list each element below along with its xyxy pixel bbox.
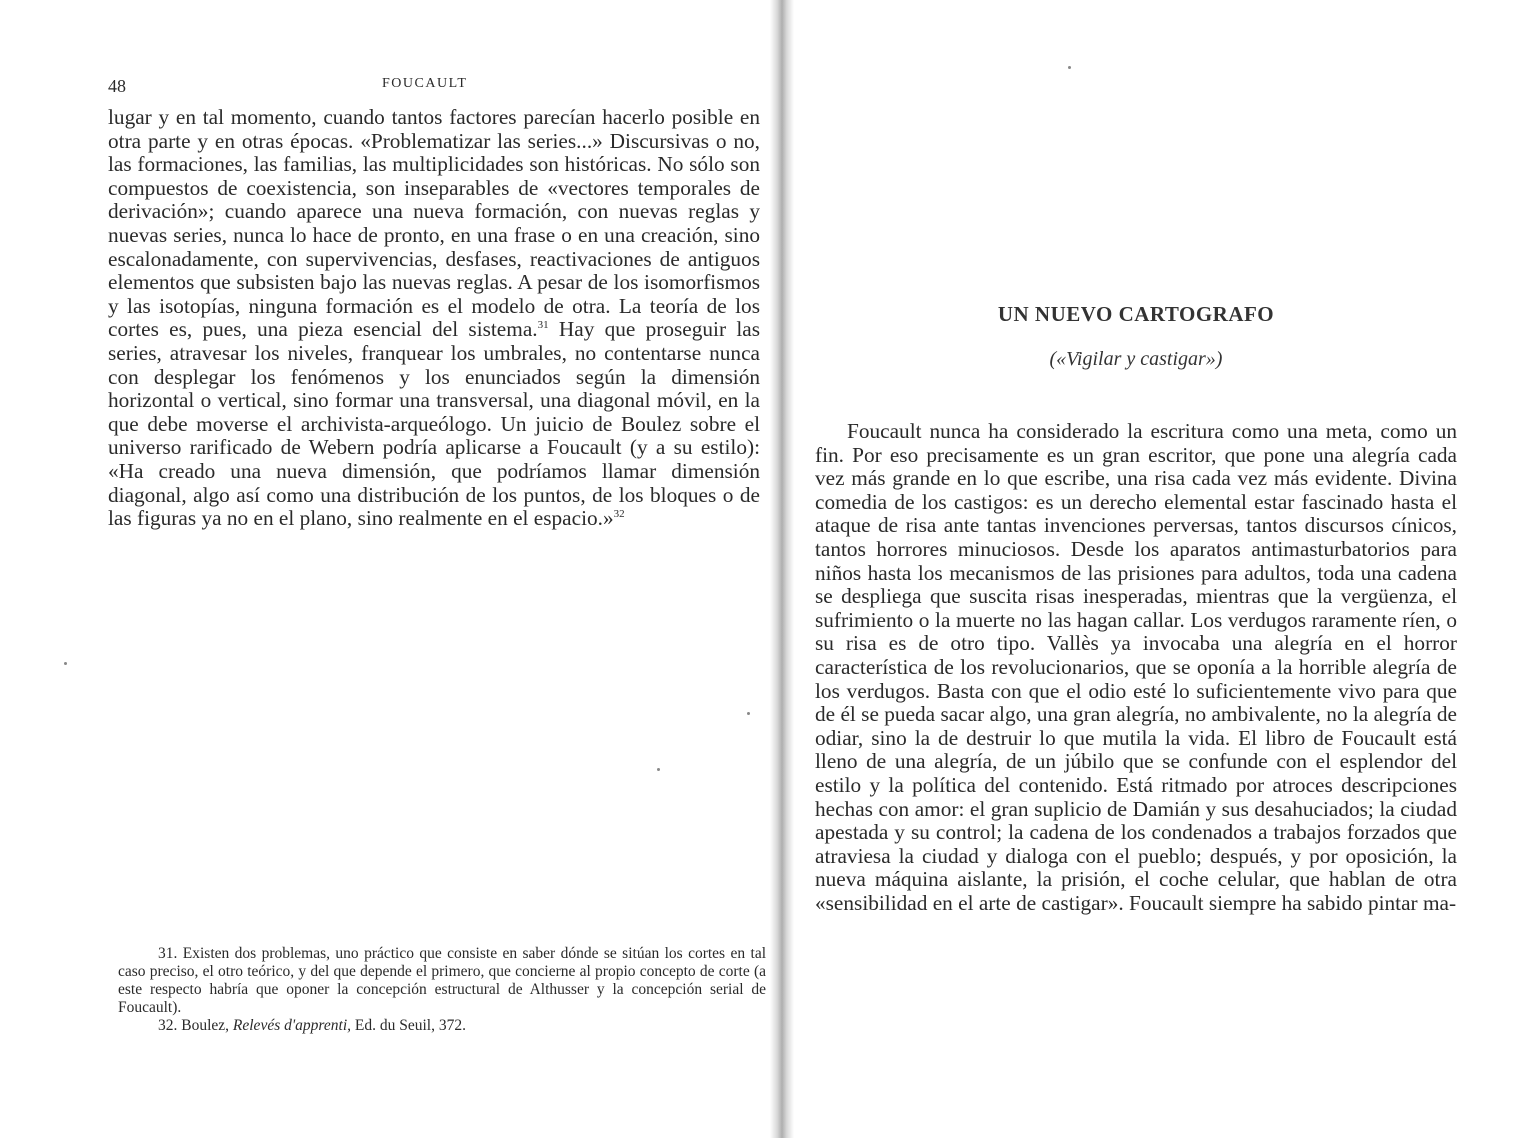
left-body-paragraph xyxy=(108,106,760,531)
footnote-ref-32: 32 xyxy=(613,508,625,520)
chapter-title: UN NUEVO CARTOGRAFO xyxy=(997,302,1275,326)
left-running-head xyxy=(108,70,760,106)
paper-speck xyxy=(64,662,67,665)
footnote-32-title: Relevés d'apprenti, xyxy=(232,1017,351,1034)
left-page xyxy=(108,70,760,531)
footnotes xyxy=(118,945,766,1035)
book-gutter xyxy=(770,0,794,1138)
left-paragraph-text: lugar y en tal momento, cuando tantos factores parecían hacerlo posible en otra parte y en otras épocas. «Problematizar las series...» Discursivas o no, las formaciones, las familias, las multiplicidades son históricas. No sólo son compuestos de coexistencia, son inseparables de «vectores temporales de derivación»; cuando aparece una nueva formación, con nuevas reglas y nuevas series, nunca lo hace de pronto, en una frase o en una creación, sino escalonadamente, con supervivencias, desfases, reactivaciones de antiguos elementos que subsisten bajo las nuevas reglas. A pesar de los isomorfismos y las isotopías, ninguna formación es el modelo de otra. La teoría de los cortes es, pues, una pieza esencial del sistema. xyxy=(108,105,760,342)
footnote-ref-31: 31 xyxy=(537,319,549,332)
right-body xyxy=(815,420,1457,915)
paper-speck xyxy=(657,768,660,771)
chapter-subtitle: («Vigilar y castigar») xyxy=(1049,348,1223,370)
running-title: FOUCAULT xyxy=(382,76,468,91)
footnote-32-suffix: Ed. du Seuil, 372. xyxy=(351,1017,466,1034)
page-number: 48 xyxy=(108,76,126,96)
paper-speck xyxy=(1068,66,1071,69)
footnote-32-prefix: 32. Boulez, xyxy=(158,1017,233,1034)
left-paragraph-continuation: Hay que proseguir las series, atravesar los niveles, franquear los umbrales, no contentarse nunca con desplegar los fenómenos y los enunciados según la dimensión horizontal o vertical, sino formar una transversal, una diagonal móvil, en la que debe moverse el archivista-arqueólogo. Un juicio de Boulez sobre el universo rarificado de Webern podría aplicarse a Foucault (y a su estilo): «Ha creado una nueva dimensión, que podríamos llamar dimensión diagonal, algo así como una distribución de los puntos, de los bloques o de las figuras ya no en el plano, sino realmente en el espacio.» xyxy=(108,317,760,531)
footnote-32 xyxy=(118,1017,766,1035)
footnote-31: 31. Existen dos problemas, uno práctico que consiste en saber dónde se sitúan los cortes en tal caso preciso, el otro teórico, y del que depende el primero, que concierne al propio concepto de corte (a este respecto habría que oponer la concepción estructural de Althusser y la concepción serial de Foucault). xyxy=(118,945,766,1016)
paper-speck xyxy=(747,712,750,715)
right-body-paragraph: Foucault nunca ha considerado la escritura como una meta, como un fin. Por eso precisamente es un gran escritor, que pone una alegría cada vez más grande en lo que escribe, una risa cada vez más evidente. Divina comedia de los castigos: es un derecho elemental estar fascinado hasta el ataque de risa ante tantas invenciones perversas, tantos discursos cínicos, tantos horrores minuciosos. Desde los aparatos antimasturbatorios para niños hasta los mecanismos de las prisiones para adultos, toda una cadena se despliega que suscita risas inesperadas, mientras que la vergüenza, el sufrimiento o la muerte no las hagan callar. Los verdugos raramente ríen, o su risa es de otro tipo. Vallès ya invocaba una alegría en el horror característica de los revolucionarios, que se oponía a la horrible alegría de los verdugos. Basta con que el odio esté lo suficientemente vivo para que de él se pueda sacar algo, una gran alegría, no ambivalente, no la alegría de odiar, sino la de destruir lo que mutila la vida. El libro de Foucault está lleno de una alegría, de un júbilo que se confunde con el esplendor del estilo y la política del contenido. Está ritmado por atroces descripciones hechas con amor: el gran suplicio de Damián y sus desahuciados; la ciudad apestada y su control; la cadena de los condenados a trabajos forzados que atraviesa la ciudad y dialoga con el pueblo; después, y por oposición, la nueva máquina aislante, la prisión, el coche celular, que hablan de otra «sensibilidad en el arte de castigar». Foucault siempre ha sabido pintar ma- xyxy=(815,419,1457,915)
